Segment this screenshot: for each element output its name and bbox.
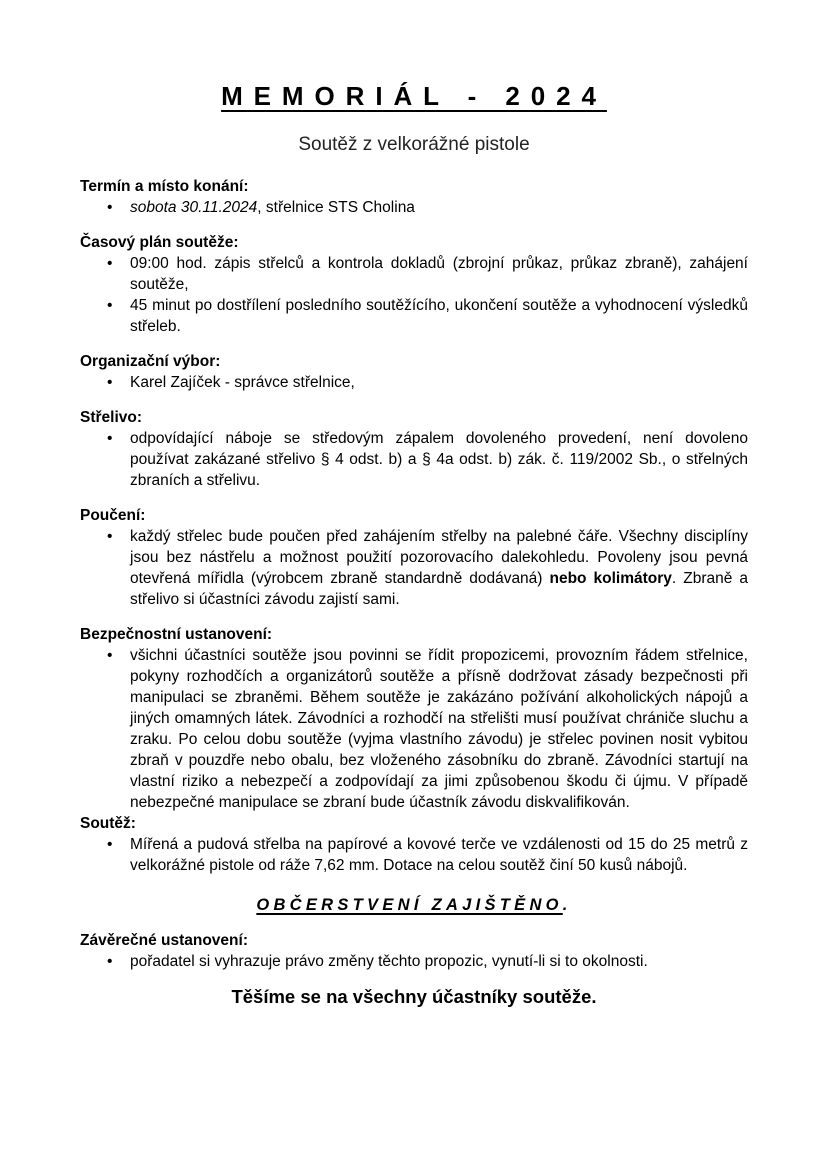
list-item: • pořadatel si vyhrazuje právo změny těchto propozic, vynutí-li si to okolnosti.	[80, 951, 748, 972]
refreshments-text: OBČERSTVENÍ ZAJIŠTĚNO	[256, 896, 563, 914]
document-title	[80, 83, 748, 109]
date-text: sobota 30.11.2024	[130, 199, 258, 216]
section-organizacni-vybor	[80, 351, 748, 393]
section-heading-pouceni: Poučení:	[80, 507, 146, 524]
section-bezpecnostni-ustanoveni	[80, 624, 748, 813]
section-soutez	[80, 813, 748, 876]
bullet-list	[80, 526, 748, 610]
section-pouceni	[80, 505, 748, 610]
refreshments-period: .	[562, 896, 572, 914]
section-heading-zaverecne-ustanoveni: Závěrečné ustanovení:	[80, 932, 248, 949]
pouceni-bold-text: nebo kolimátory	[549, 570, 672, 587]
refreshments-line	[80, 894, 748, 916]
bullet-list	[80, 645, 748, 813]
document-title-text: MEMORIÁL - 2024	[221, 81, 607, 111]
list-item: • 45 minut po dostřílení posledního soutěžícího, ukončení soutěže a vyhodnocení výsledků střeleb.	[80, 295, 748, 337]
section-heading-organizacni-vybor: Organizační výbor:	[80, 353, 221, 370]
section-heading-termin: Termín a místo konání:	[80, 178, 249, 195]
pouceni-text-2: . Zbraně a střelivo si účastníci závodu zajistí sami.	[130, 570, 748, 608]
list-item	[80, 526, 748, 610]
bullet-list	[80, 951, 748, 972]
section-heading-strelivo: Střelivo:	[80, 409, 143, 426]
section-heading-soutez: Soutěž:	[80, 815, 136, 832]
section-termin	[80, 176, 748, 218]
section-heading-bezpecnostni-ustanoveni: Bezpečnostní ustanovení:	[80, 626, 273, 643]
pouceni-text-1: každý střelec bude poučen před zahájením střelby na palebné čáře. Všechny disciplíny jsou bez nástřelu a možnost použití pozorovacího dalekohledu. Povoleny jsou pevná otevřená mířidla (výrobcem zbraně standardně dodávaná)	[130, 528, 748, 587]
list-item: • odpovídající náboje se středovým zápalem dovoleného provedení, není dovoleno používat zakázané střelivo § 4 odst. b) a § 4a odst. b) zák. č. 119/2002 Sb., o střelných zbraních a střelivu.	[80, 428, 748, 491]
section-zaverecne-ustanoveni	[80, 930, 748, 972]
bullet-list	[80, 372, 748, 393]
bullet-list	[80, 197, 748, 218]
closing-line: Těšíme se na všechny účastníky soutěže.	[231, 986, 597, 1007]
list-item: • Mířená a pudová střelba na papírové a kovové terče ve vzdálenosti od 15 do 25 metrů z velkorážné pistole od ráže 7,62 mm. Dotace na celou soutěž činí 50 kusů nábojů.	[80, 834, 748, 876]
section-casovy-plan	[80, 232, 748, 337]
list-item: • 09:00 hod. zápis střelců a kontrola dokladů (zbrojní průkaz, průkaz zbraně), zahájení soutěže,	[80, 253, 748, 295]
bullet-list	[80, 428, 748, 491]
list-item	[80, 197, 748, 218]
bullet-list	[80, 834, 748, 876]
section-strelivo	[80, 407, 748, 491]
bullet-list	[80, 253, 748, 337]
venue-text: , střelnice STS Cholina	[257, 199, 415, 216]
section-heading-casovy-plan: Časový plán soutěže:	[80, 234, 239, 251]
list-item: • všichni účastníci soutěže jsou povinni se řídit propozicemi, provozním řádem střelnice, pokyny rozhodčích a organizátorů soutěže a přísně dodržovat zásady bezpečnosti při manipulaci se zbraněmi. Během soutěže je zakázáno požívání alkoholických nápojů a jiných omamných látek. Závodníci a rozhodčí na střelišti musí používat chrániče sluchu a zraku. Po celou dobu soutěže (vyjma vlastního závodu) je střelec povinen nosit vybitou zbraň v pouzdře nebo obalu, bez vloženého zásobníku do zbraně. Závodníci startují na vlastní riziko a nebezpečí a zodpovídají za jimi způsobenou škodu či újmu. V případě nebezpečné manipulace se zbraní bude účastník závodu diskvalifikován.	[80, 645, 748, 813]
list-item: • Karel Zajíček - správce střelnice,	[80, 372, 748, 393]
document-subtitle: Soutěž z velkorážné pistole	[298, 134, 530, 155]
